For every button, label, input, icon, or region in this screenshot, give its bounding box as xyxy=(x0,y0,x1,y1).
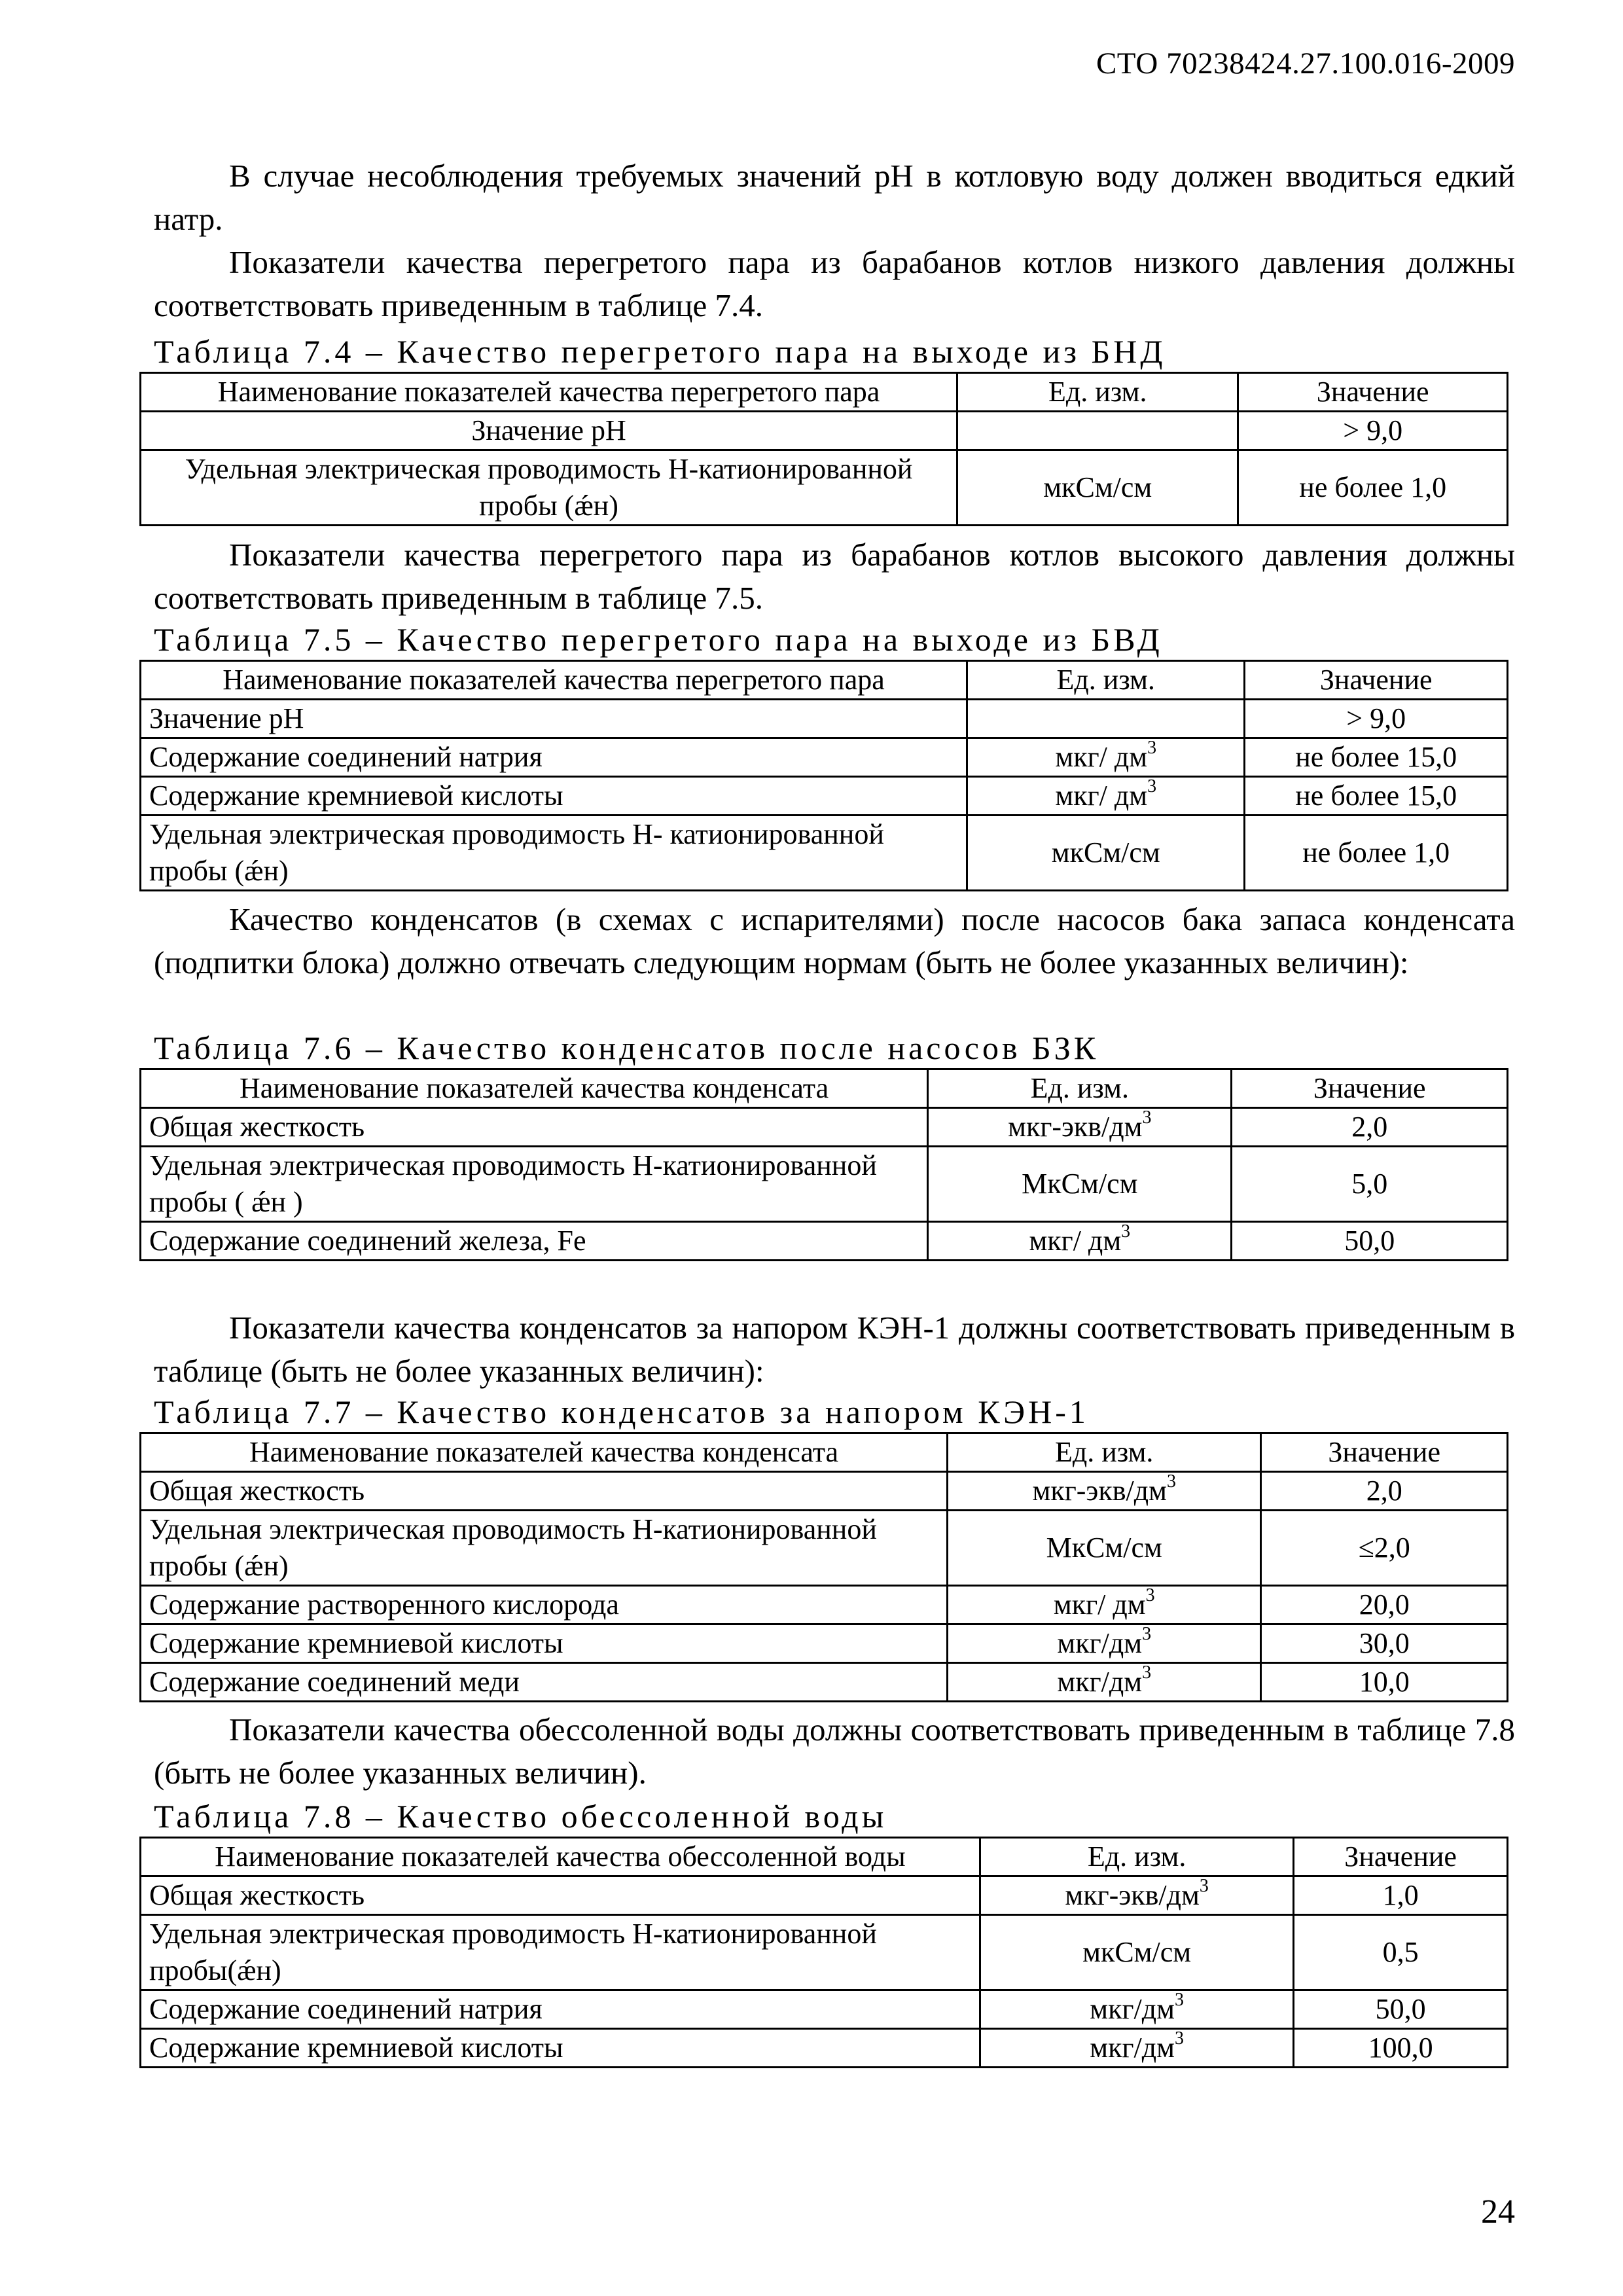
table-7-6 xyxy=(139,1068,1508,1261)
cell-value: не более 15,0 xyxy=(1245,777,1508,816)
paragraph-text: Качество конденсатов (в схемах с испарителями) после насосов бака запаса конденсата (подпитки блока) должно отвечать следующим нормам (быть не более указанных величин): xyxy=(154,901,1515,980)
table-row xyxy=(141,1147,1508,1222)
cell-unit: мкСм/см xyxy=(980,1915,1293,1990)
cell-unit xyxy=(967,700,1245,738)
table-row xyxy=(141,1586,1508,1624)
superscript: 3 xyxy=(1145,1585,1155,1606)
table-row xyxy=(141,1472,1508,1511)
cell-value: 30,0 xyxy=(1261,1624,1508,1663)
cell-unit xyxy=(967,777,1245,816)
header-unit: Ед. изм. xyxy=(980,1838,1293,1876)
paragraph-text: В случае несоблюдения требуемых значений pH в котловую воду должен вводиться едкий натр. xyxy=(154,158,1515,237)
header-unit: Ед. изм. xyxy=(948,1433,1261,1472)
table-header-row xyxy=(141,373,1508,412)
paragraph-text: Показатели качества конденсатов за напором КЭН-1 должны соответствовать приведенным в таблице (быть не более указанных величин): xyxy=(154,1310,1515,1389)
cell-name: Значение pH xyxy=(141,412,957,450)
table-row xyxy=(141,816,1508,891)
header-value: Значение xyxy=(1238,373,1508,412)
cell-value: не более 1,0 xyxy=(1245,816,1508,891)
cell-name: Содержание соединений натрия xyxy=(141,738,967,777)
cell-value: 50,0 xyxy=(1232,1222,1508,1261)
cell-unit xyxy=(928,1108,1232,1147)
superscript: 3 xyxy=(1174,2028,1184,2049)
header-name: Наименование показателей качества обессоленной воды xyxy=(141,1838,980,1876)
superscript: 3 xyxy=(1142,1662,1152,1683)
paragraph-table75-intro xyxy=(154,533,1515,620)
paragraph-table74-intro xyxy=(154,241,1515,327)
cell-unit xyxy=(967,738,1245,777)
page-number: 24 xyxy=(1481,2193,1515,2231)
cell-name: Общая жесткость xyxy=(141,1472,948,1511)
cell-value: ≤2,0 xyxy=(1261,1511,1508,1586)
table-row xyxy=(141,700,1508,738)
cell-value: 0,5 xyxy=(1294,1915,1508,1990)
unit-text: мкг-экв/дм xyxy=(1065,1879,1200,1911)
document-code-header: СТО 70238424.27.100.016-2009 xyxy=(1096,46,1515,81)
cell-name: Удельная электрическая проводимость Н-катионированной пробы ( ǽн ) xyxy=(141,1147,928,1222)
cell-name: Удельная электрическая проводимость Н-катионированной пробы(ǽн) xyxy=(141,1915,980,1990)
table-caption: Таблица 7.4 – Качество перегретого пара на выходе из БНД xyxy=(154,333,1166,370)
superscript: 3 xyxy=(1166,1471,1176,1492)
superscript: 3 xyxy=(1142,1107,1152,1128)
header-name: Наименование показателей качества конденсата xyxy=(141,1433,948,1472)
table-7-6-block xyxy=(149,1028,1515,1261)
superscript: 3 xyxy=(1147,776,1157,797)
table-header-row xyxy=(141,1838,1508,1876)
paragraph-table76-intro xyxy=(154,898,1515,984)
cell-value: 1,0 xyxy=(1294,1876,1508,1915)
cell-value: не более 15,0 xyxy=(1245,738,1508,777)
table-header-row xyxy=(141,1069,1508,1108)
table-header-row xyxy=(141,1433,1508,1472)
table-caption: Таблица 7.8 – Качество обессоленной воды xyxy=(154,1798,887,1835)
unit-text: мкг/ дм xyxy=(1055,741,1148,773)
header-value: Значение xyxy=(1245,661,1508,700)
table-row xyxy=(141,1222,1508,1261)
header-value: Значение xyxy=(1294,1838,1508,1876)
cell-name: Содержание кремниевой кислоты xyxy=(141,1624,948,1663)
cell-name: Значение pH xyxy=(141,700,967,738)
table-7-7 xyxy=(139,1432,1508,1702)
unit-text: мкг-экв/дм xyxy=(1032,1475,1167,1507)
table-row xyxy=(141,412,1508,450)
cell-value: 5,0 xyxy=(1232,1147,1508,1222)
table-caption: Таблица 7.6 – Качество конденсатов после насосов БЗК xyxy=(154,1030,1099,1066)
cell-value: 100,0 xyxy=(1294,2029,1508,2068)
table-row xyxy=(141,777,1508,816)
table-row xyxy=(141,1511,1508,1586)
table-caption: Таблица 7.7 – Качество конденсатов за напором КЭН-1 xyxy=(154,1393,1089,1430)
header-name: Наименование показателей качества перегретого пара xyxy=(141,661,967,700)
paragraph-text: Показатели качества обессоленной воды должны соответствовать приведенным в таблице 7.8 (быть не более указанных величин). xyxy=(154,1712,1515,1791)
paragraph-table77-intro xyxy=(154,1306,1515,1393)
table-7-8-block xyxy=(149,1796,1515,2068)
cell-unit xyxy=(980,1876,1293,1915)
cell-unit xyxy=(948,1472,1261,1511)
table-caption: Таблица 7.5 – Качество перегретого пара на выходе из БВД xyxy=(154,621,1163,658)
unit-text: мкг/дм xyxy=(1057,1627,1143,1659)
cell-name: Удельная электрическая проводимость Н-катионированной пробы (ǽн) xyxy=(141,450,957,526)
paragraph-text: Показатели качества перегретого пара из барабанов котлов низкого давления должны соответствовать приведенным в таблице 7.4. xyxy=(154,244,1515,323)
cell-name: Содержание соединений меди xyxy=(141,1663,948,1702)
header-value: Значение xyxy=(1261,1433,1508,1472)
unit-text: мкг/ дм xyxy=(1055,780,1148,812)
table-7-5-block xyxy=(149,619,1515,891)
table-row xyxy=(141,1108,1508,1147)
header-unit: Ед. изм. xyxy=(957,373,1238,412)
superscript: 3 xyxy=(1147,738,1157,759)
cell-unit xyxy=(980,2029,1293,2068)
cell-unit xyxy=(980,1990,1293,2029)
cell-name: Содержание кремниевой кислоты xyxy=(141,777,967,816)
superscript: 3 xyxy=(1121,1221,1131,1242)
paragraph-naoh xyxy=(154,154,1515,241)
unit-text: мкг-экв/дм xyxy=(1008,1111,1143,1143)
unit-text: мкг/ дм xyxy=(1053,1588,1146,1621)
header-name: Наименование показателей качества перегретого пара xyxy=(141,373,957,412)
cell-name: Общая жесткость xyxy=(141,1876,980,1915)
cell-name: Удельная электрическая проводимость Н- катионированной пробы (ǽн) xyxy=(141,816,967,891)
table-7-7-block xyxy=(149,1391,1515,1702)
cell-value: 10,0 xyxy=(1261,1663,1508,1702)
cell-unit: МкСм/см xyxy=(948,1511,1261,1586)
table-7-5 xyxy=(139,660,1508,891)
unit-text: мкг/ дм xyxy=(1029,1225,1122,1257)
table-row xyxy=(141,1663,1508,1702)
cell-name: Общая жесткость xyxy=(141,1108,928,1147)
superscript: 3 xyxy=(1142,1624,1152,1645)
cell-name: Содержание растворенного кислорода xyxy=(141,1586,948,1624)
superscript: 3 xyxy=(1174,1990,1184,2011)
header-unit: Ед. изм. xyxy=(928,1069,1232,1108)
cell-value: 50,0 xyxy=(1294,1990,1508,2029)
table-row xyxy=(141,738,1508,777)
cell-unit xyxy=(948,1663,1261,1702)
table-7-4-block xyxy=(154,331,1515,526)
table-row xyxy=(141,1876,1508,1915)
cell-unit: МкСм/см xyxy=(928,1147,1232,1222)
cell-value: > 9,0 xyxy=(1238,412,1508,450)
unit-text: мкг/дм xyxy=(1090,1993,1175,2025)
table-row xyxy=(141,1624,1508,1663)
table-row xyxy=(141,1990,1508,2029)
cell-unit xyxy=(928,1222,1232,1261)
paragraph-table78-intro xyxy=(154,1708,1515,1795)
table-7-8 xyxy=(139,1837,1508,2068)
table-row xyxy=(141,2029,1508,2068)
cell-value: 20,0 xyxy=(1261,1586,1508,1624)
cell-value: 2,0 xyxy=(1232,1108,1508,1147)
paragraph-text: Показатели качества перегретого пара из барабанов котлов высокого давления должны соответствовать приведенным в таблице 7.5. xyxy=(154,537,1515,616)
unit-text: мкг/дм xyxy=(1057,1666,1143,1698)
cell-value: 2,0 xyxy=(1261,1472,1508,1511)
cell-value: не более 1,0 xyxy=(1238,450,1508,526)
cell-name: Содержание соединений железа, Fe xyxy=(141,1222,928,1261)
header-unit: Ед. изм. xyxy=(967,661,1245,700)
table-row xyxy=(141,450,1508,526)
unit-text: мкг/дм xyxy=(1090,2032,1175,2064)
cell-value: > 9,0 xyxy=(1245,700,1508,738)
cell-name: Содержание соединений натрия xyxy=(141,1990,980,2029)
cell-unit xyxy=(948,1586,1261,1624)
table-header-row xyxy=(141,661,1508,700)
cell-unit xyxy=(948,1624,1261,1663)
cell-name: Содержание кремниевой кислоты xyxy=(141,2029,980,2068)
cell-unit: мкСм/см xyxy=(957,450,1238,526)
cell-name: Удельная электрическая проводимость Н-катионированной пробы (ǽн) xyxy=(141,1511,948,1586)
cell-unit: мкСм/см xyxy=(967,816,1245,891)
header-name: Наименование показателей качества конденсата xyxy=(141,1069,928,1108)
cell-unit xyxy=(957,412,1238,450)
header-value: Значение xyxy=(1232,1069,1508,1108)
table-row xyxy=(141,1915,1508,1990)
table-7-4 xyxy=(139,372,1508,526)
superscript: 3 xyxy=(1199,1876,1209,1897)
